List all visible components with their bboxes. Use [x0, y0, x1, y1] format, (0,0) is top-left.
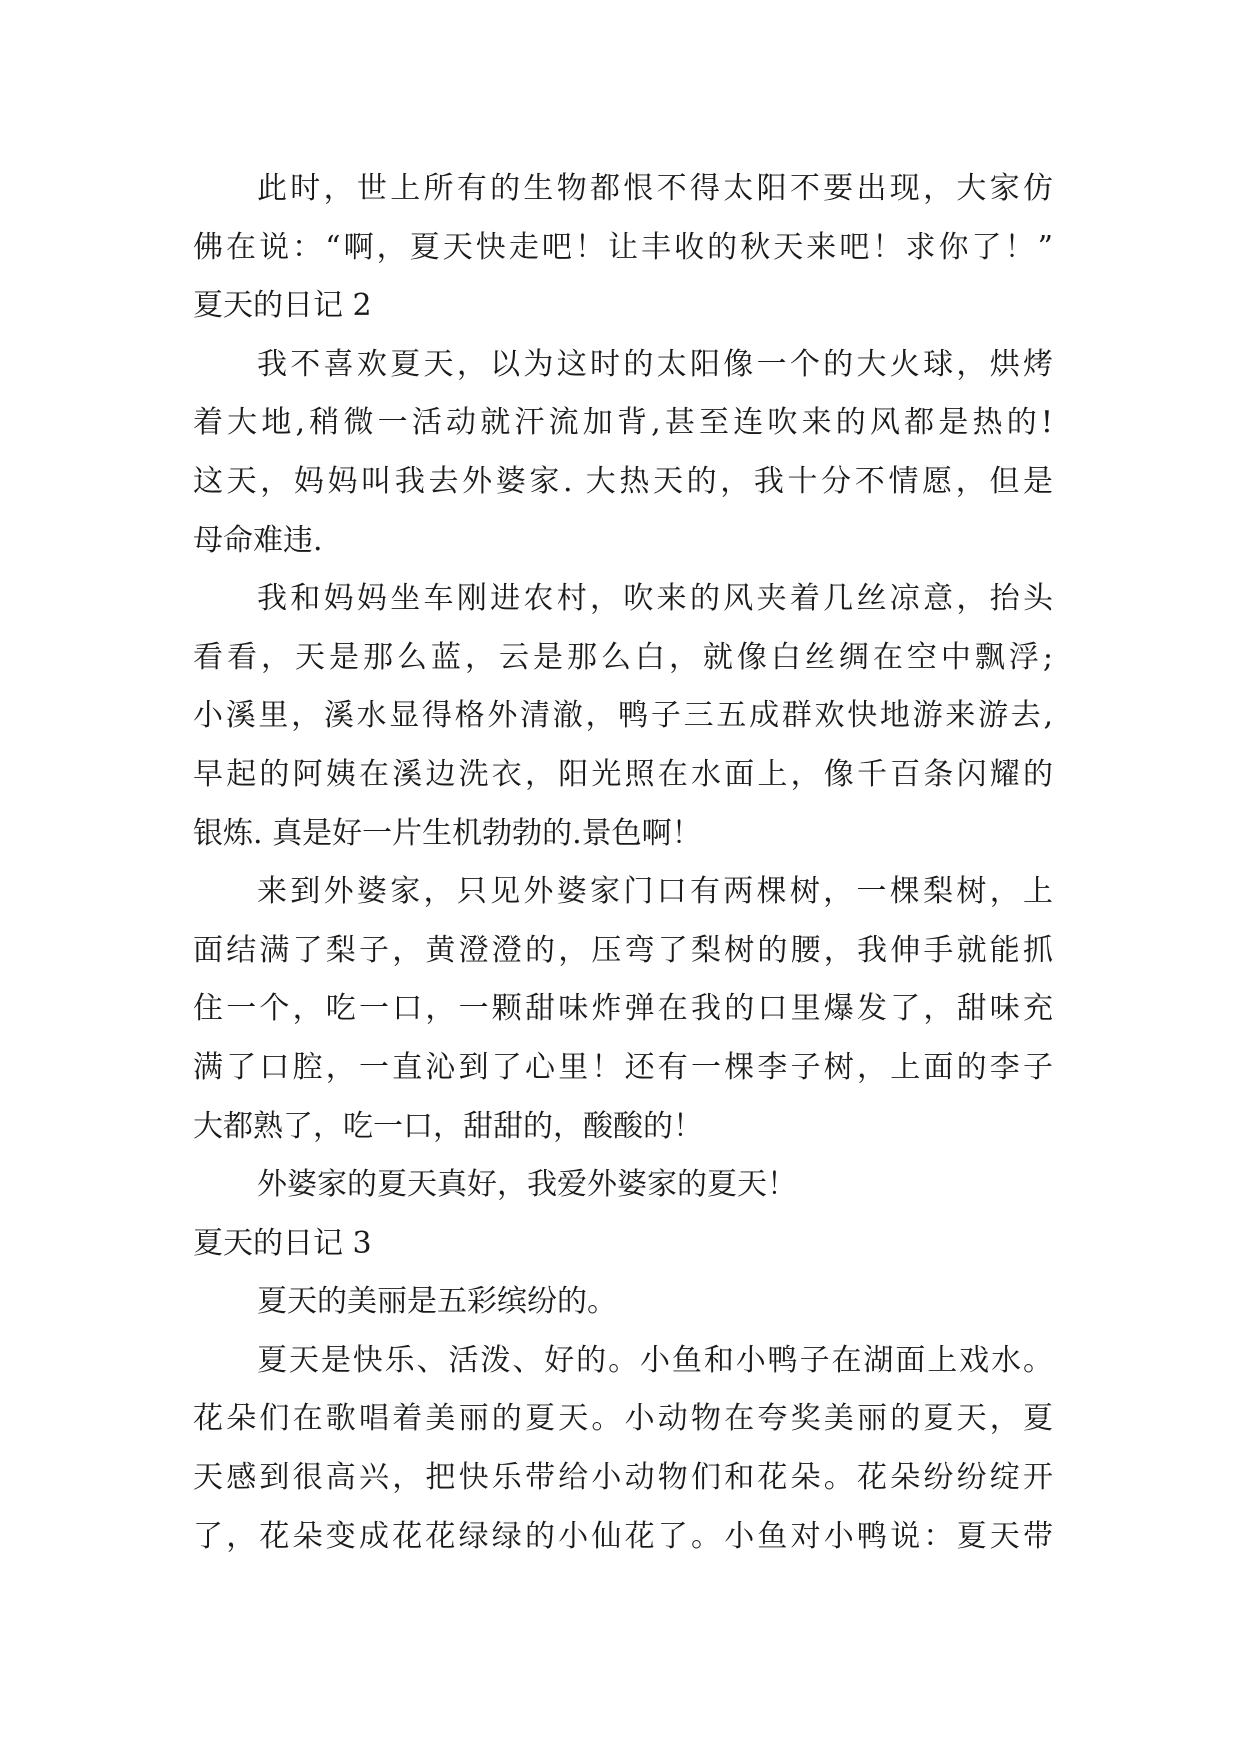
paragraph-line: 此时，世上所有的生物都恨不得太阳不要出现，大家仿 [257, 171, 1053, 206]
paragraph-line: 满了口腔，一直沁到了心里！还有一棵李子树，上面的李子 [193, 1049, 1053, 1085]
paragraph-line: 大都熟了，吃一口，甜甜的，酸酸的！ [193, 1108, 703, 1144]
paragraph-line: 天感到很高兴，把快乐带给小动物们和花朵。花朵纷纷绽开 [193, 1460, 1053, 1496]
paragraph-line: 夏天是快乐、活泼、好的。小鱼和小鸭子在湖面上戏水。 [257, 1342, 1053, 1378]
paragraph-line: 我不喜欢夏天，以为这时的太阳像一个的大火球，烘烤 [257, 346, 1053, 382]
paragraph-line: 来到外婆家，只见外婆家门口有两棵树，一棵梨树，上 [257, 874, 1053, 910]
paragraph-line: 小溪里，溪水显得格外清澈，鸭子三五成群欢快地游来游去, [193, 698, 1053, 734]
paragraph-line: 银炼. 真是好一片生机勃勃的.景色啊！ [193, 815, 702, 851]
paragraph-line: 这天，妈妈叫我去外婆家. 大热天的，我十分不情愿，但是 [193, 463, 1053, 499]
paragraph-line: 了，花朵变成花花绿绿的小仙花了。小鱼对小鸭说：夏天带 [193, 1518, 1053, 1554]
paragraph-line: 我和妈妈坐车刚进农村，吹来的风夹着几丝凉意，抬头 [257, 581, 1053, 617]
section-heading: 夏天的日记 3 [193, 1225, 372, 1261]
paragraph-line: 早起的阿姨在溪边洗衣，阳光照在水面上，像千百条闪耀的 [193, 756, 1053, 792]
paragraph-line: 着大地,稍微一活动就汗流加背,甚至连吹来的风都是热的! [193, 405, 1053, 441]
paragraph-line: 花朵们在歌唱着美丽的夏天。小动物在夸奖美丽的夏天，夏 [193, 1401, 1053, 1437]
paragraph-line: 面结满了梨子，黄澄澄的，压弯了梨树的腰，我伸手就能抓 [193, 932, 1053, 968]
paragraph-line: 佛在说：“啊，夏天快走吧！让丰收的秋天来吧！求你了！” [193, 229, 1053, 265]
paragraph-line: 外婆家的夏天真好，我爱外婆家的夏天！ [257, 1167, 797, 1203]
paragraph-line: 住一个，吃一口，一颗甜味炸弹在我的口里爆发了，甜味充 [193, 991, 1053, 1027]
paragraph-line: 看看，天是那么蓝，云是那么白，就像白丝绸在空中飘浮; [193, 639, 1053, 675]
section-heading: 夏天的日记 2 [193, 288, 372, 324]
paragraph-line: 夏天的美丽是五彩缤纷的。 [257, 1284, 617, 1320]
paragraph-line: 母命难违. [193, 522, 323, 558]
document-body [193, 160, 1053, 1566]
